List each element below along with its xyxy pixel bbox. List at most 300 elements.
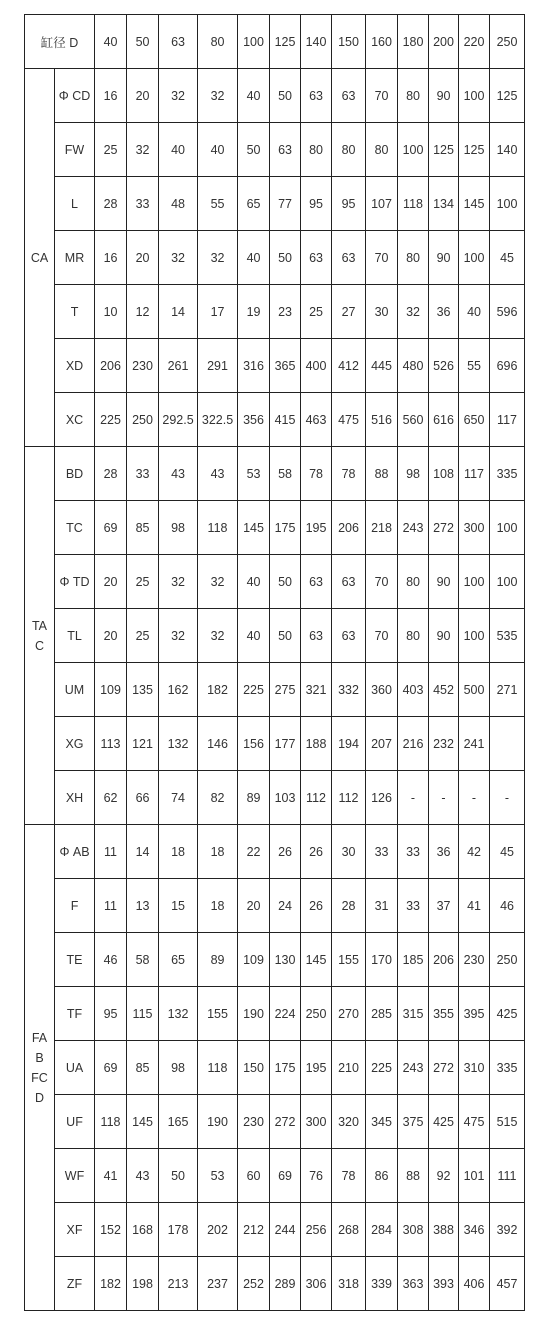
value-cell: 85 bbox=[127, 1041, 159, 1095]
value-cell: 69 bbox=[95, 501, 127, 555]
value-cell: 100 bbox=[398, 123, 429, 177]
value-cell: 85 bbox=[127, 501, 159, 555]
value-cell: 26 bbox=[301, 825, 332, 879]
value-cell: 696 bbox=[490, 339, 525, 393]
table-row bbox=[25, 231, 525, 285]
value-cell: 43 bbox=[127, 1149, 159, 1203]
value-cell: 40 bbox=[238, 231, 270, 285]
value-cell: 145 bbox=[127, 1095, 159, 1149]
value-cell: 190 bbox=[238, 987, 270, 1041]
value-cell: 250 bbox=[127, 393, 159, 447]
value-cell: 100 bbox=[459, 69, 490, 123]
value-cell: 25 bbox=[95, 123, 127, 177]
value-cell: 152 bbox=[95, 1203, 127, 1257]
value-cell: 117 bbox=[459, 447, 490, 501]
value-cell: 32 bbox=[159, 555, 198, 609]
value-cell: 22 bbox=[238, 825, 270, 879]
table-row bbox=[25, 393, 525, 447]
value-cell: 36 bbox=[429, 285, 459, 339]
value-cell: 322.5 bbox=[198, 393, 238, 447]
value-cell: 33 bbox=[398, 825, 429, 879]
value-cell: 300 bbox=[459, 501, 490, 555]
value-cell: 339 bbox=[366, 1257, 398, 1311]
table-row bbox=[25, 987, 525, 1041]
value-cell: 395 bbox=[459, 987, 490, 1041]
value-cell: 58 bbox=[270, 447, 301, 501]
value-cell: 18 bbox=[198, 825, 238, 879]
value-cell: 11 bbox=[95, 879, 127, 933]
row-label-cell: MR bbox=[55, 231, 95, 285]
row-label-cell: Φ TD bbox=[55, 555, 95, 609]
value-cell: 132 bbox=[159, 717, 198, 771]
value-cell: 475 bbox=[332, 393, 366, 447]
value-cell: 50 bbox=[159, 1149, 198, 1203]
value-cell: 475 bbox=[459, 1095, 490, 1149]
value-cell: 224 bbox=[270, 987, 301, 1041]
value-cell: 55 bbox=[198, 177, 238, 231]
value-cell: 63 bbox=[332, 555, 366, 609]
value-cell: 130 bbox=[270, 933, 301, 987]
table-row bbox=[25, 555, 525, 609]
table-row bbox=[25, 339, 525, 393]
value-cell: 125 bbox=[490, 69, 525, 123]
value-cell: 616 bbox=[429, 393, 459, 447]
value-cell: 291 bbox=[198, 339, 238, 393]
value-cell: 100 bbox=[459, 555, 490, 609]
value-cell: 155 bbox=[198, 987, 238, 1041]
value-cell: 363 bbox=[398, 1257, 429, 1311]
value-cell: 60 bbox=[238, 1149, 270, 1203]
value-cell: 650 bbox=[459, 393, 490, 447]
value-cell: 20 bbox=[95, 555, 127, 609]
value-cell: 375 bbox=[398, 1095, 429, 1149]
table-row bbox=[25, 447, 525, 501]
value-cell: 23 bbox=[270, 285, 301, 339]
value-cell: 15 bbox=[159, 879, 198, 933]
value-cell: 268 bbox=[332, 1203, 366, 1257]
value-cell: 360 bbox=[366, 663, 398, 717]
value-cell: 256 bbox=[301, 1203, 332, 1257]
value-cell: 118 bbox=[198, 501, 238, 555]
value-cell: 63 bbox=[301, 231, 332, 285]
value-cell: 452 bbox=[429, 663, 459, 717]
value-cell: 145 bbox=[238, 501, 270, 555]
header-bore-value: 100 bbox=[238, 15, 270, 69]
value-cell: 135 bbox=[127, 663, 159, 717]
value-cell: 393 bbox=[429, 1257, 459, 1311]
value-cell: 100 bbox=[459, 231, 490, 285]
value-cell: 243 bbox=[398, 1041, 429, 1095]
value-cell: 98 bbox=[398, 447, 429, 501]
value-cell: 315 bbox=[398, 987, 429, 1041]
value-cell: 335 bbox=[490, 1041, 525, 1095]
value-cell: 118 bbox=[398, 177, 429, 231]
value-cell: 146 bbox=[198, 717, 238, 771]
row-label-cell: XG bbox=[55, 717, 95, 771]
value-cell: 210 bbox=[332, 1041, 366, 1095]
value-cell: 40 bbox=[238, 69, 270, 123]
table-row bbox=[25, 825, 525, 879]
value-cell: 271 bbox=[490, 663, 525, 717]
table-row bbox=[25, 123, 525, 177]
value-cell: 95 bbox=[301, 177, 332, 231]
value-cell: 134 bbox=[429, 177, 459, 231]
value-cell: 80 bbox=[332, 123, 366, 177]
value-cell: 19 bbox=[238, 285, 270, 339]
value-cell: 213 bbox=[159, 1257, 198, 1311]
value-cell: 36 bbox=[429, 825, 459, 879]
table-row bbox=[25, 771, 525, 825]
value-cell: 11 bbox=[95, 825, 127, 879]
value-cell: 86 bbox=[366, 1149, 398, 1203]
value-cell: 170 bbox=[366, 933, 398, 987]
table-row bbox=[25, 879, 525, 933]
value-cell: 24 bbox=[270, 879, 301, 933]
value-cell: 20 bbox=[127, 231, 159, 285]
value-cell: 212 bbox=[238, 1203, 270, 1257]
value-cell: 125 bbox=[459, 123, 490, 177]
table-row bbox=[25, 501, 525, 555]
value-cell: 33 bbox=[127, 447, 159, 501]
value-cell: 332 bbox=[332, 663, 366, 717]
value-cell: 190 bbox=[198, 1095, 238, 1149]
value-cell: 32 bbox=[159, 69, 198, 123]
value-cell: 345 bbox=[366, 1095, 398, 1149]
value-cell: 202 bbox=[198, 1203, 238, 1257]
value-cell: 101 bbox=[459, 1149, 490, 1203]
row-label-cell: TC bbox=[55, 501, 95, 555]
value-cell: 41 bbox=[95, 1149, 127, 1203]
value-cell: 46 bbox=[95, 933, 127, 987]
value-cell: 107 bbox=[366, 177, 398, 231]
header-bore-value: 140 bbox=[301, 15, 332, 69]
value-cell: 145 bbox=[459, 177, 490, 231]
group-label-cell bbox=[25, 69, 55, 447]
value-cell: 90 bbox=[429, 555, 459, 609]
value-cell: 62 bbox=[95, 771, 127, 825]
value-cell: 88 bbox=[398, 1149, 429, 1203]
value-cell: 321 bbox=[301, 663, 332, 717]
value-cell: 28 bbox=[332, 879, 366, 933]
value-cell: 150 bbox=[238, 1041, 270, 1095]
value-cell: 16 bbox=[95, 69, 127, 123]
row-label-cell: ZF bbox=[55, 1257, 95, 1311]
group-label-line: CA bbox=[30, 250, 49, 265]
value-cell: 40 bbox=[159, 123, 198, 177]
value-cell: 80 bbox=[398, 609, 429, 663]
row-label-cell: TF bbox=[55, 987, 95, 1041]
value-cell: 145 bbox=[301, 933, 332, 987]
value-cell: 155 bbox=[332, 933, 366, 987]
value-cell: 250 bbox=[301, 987, 332, 1041]
value-cell: 218 bbox=[366, 501, 398, 555]
table-row bbox=[25, 177, 525, 231]
header-bore-value: 250 bbox=[490, 15, 525, 69]
row-label-cell: XH bbox=[55, 771, 95, 825]
row-label-cell: Φ AB bbox=[55, 825, 95, 879]
value-cell: - bbox=[429, 771, 459, 825]
value-cell: 95 bbox=[95, 987, 127, 1041]
dimension-table bbox=[24, 14, 525, 1311]
value-cell: 289 bbox=[270, 1257, 301, 1311]
value-cell: 53 bbox=[198, 1149, 238, 1203]
value-cell: 80 bbox=[366, 123, 398, 177]
value-cell: 237 bbox=[198, 1257, 238, 1311]
table-row bbox=[25, 663, 525, 717]
value-cell: 78 bbox=[332, 447, 366, 501]
row-label-cell: F bbox=[55, 879, 95, 933]
value-cell: 445 bbox=[366, 339, 398, 393]
value-cell: 40 bbox=[238, 609, 270, 663]
value-cell: 40 bbox=[198, 123, 238, 177]
value-cell: 32 bbox=[198, 69, 238, 123]
value-cell: 275 bbox=[270, 663, 301, 717]
value-cell: 108 bbox=[429, 447, 459, 501]
value-cell: 69 bbox=[270, 1149, 301, 1203]
table-row bbox=[25, 609, 525, 663]
value-cell: 403 bbox=[398, 663, 429, 717]
value-cell: 69 bbox=[95, 1041, 127, 1095]
group-label-cell bbox=[25, 447, 55, 825]
value-cell: 270 bbox=[332, 987, 366, 1041]
value-cell: 207 bbox=[366, 717, 398, 771]
value-cell: 415 bbox=[270, 393, 301, 447]
header-bore-value: 160 bbox=[366, 15, 398, 69]
value-cell: 516 bbox=[366, 393, 398, 447]
value-cell: 335 bbox=[490, 447, 525, 501]
value-cell: 53 bbox=[238, 447, 270, 501]
table-row bbox=[25, 1257, 525, 1311]
value-cell: 109 bbox=[95, 663, 127, 717]
value-cell: 25 bbox=[127, 555, 159, 609]
value-cell: 98 bbox=[159, 1041, 198, 1095]
value-cell: 175 bbox=[270, 1041, 301, 1095]
group-label-line: FC bbox=[31, 1070, 48, 1085]
value-cell: 182 bbox=[95, 1257, 127, 1311]
value-cell: 78 bbox=[301, 447, 332, 501]
header-bore-value: 200 bbox=[429, 15, 459, 69]
value-cell: 112 bbox=[332, 771, 366, 825]
group-label-line: TA bbox=[31, 618, 48, 633]
header-bore-value: 63 bbox=[159, 15, 198, 69]
value-cell: 285 bbox=[366, 987, 398, 1041]
value-cell: 175 bbox=[270, 501, 301, 555]
value-cell: 560 bbox=[398, 393, 429, 447]
value-cell: 252 bbox=[238, 1257, 270, 1311]
value-cell: 140 bbox=[490, 123, 525, 177]
value-cell: 40 bbox=[459, 285, 490, 339]
row-label-cell: XC bbox=[55, 393, 95, 447]
value-cell: 95 bbox=[332, 177, 366, 231]
value-cell: 306 bbox=[301, 1257, 332, 1311]
row-label-cell: BD bbox=[55, 447, 95, 501]
value-cell: 63 bbox=[332, 609, 366, 663]
value-cell: 58 bbox=[127, 933, 159, 987]
row-label-cell: TL bbox=[55, 609, 95, 663]
value-cell: 70 bbox=[366, 609, 398, 663]
value-cell: 406 bbox=[459, 1257, 490, 1311]
table-row bbox=[25, 1203, 525, 1257]
value-cell: 74 bbox=[159, 771, 198, 825]
value-cell: 250 bbox=[490, 933, 525, 987]
group-label-line: FA bbox=[31, 1030, 48, 1045]
value-cell: 32 bbox=[159, 231, 198, 285]
value-cell: 118 bbox=[95, 1095, 127, 1149]
value-cell: 118 bbox=[198, 1041, 238, 1095]
value-cell: 10 bbox=[95, 285, 127, 339]
value-cell: 37 bbox=[429, 879, 459, 933]
group-label-line: D bbox=[34, 1090, 45, 1105]
row-label-cell: T bbox=[55, 285, 95, 339]
row-label-cell: UM bbox=[55, 663, 95, 717]
row-label-cell: L bbox=[55, 177, 95, 231]
value-cell: 70 bbox=[366, 231, 398, 285]
value-cell: 156 bbox=[238, 717, 270, 771]
value-cell: 80 bbox=[301, 123, 332, 177]
header-bore-value: 40 bbox=[95, 15, 127, 69]
value-cell: 463 bbox=[301, 393, 332, 447]
value-cell: 50 bbox=[270, 555, 301, 609]
value-cell: 109 bbox=[238, 933, 270, 987]
value-cell: 425 bbox=[490, 987, 525, 1041]
value-cell: 230 bbox=[127, 339, 159, 393]
table-row bbox=[25, 69, 525, 123]
value-cell: 32 bbox=[198, 555, 238, 609]
value-cell: 126 bbox=[366, 771, 398, 825]
value-cell: 32 bbox=[398, 285, 429, 339]
value-cell: 32 bbox=[198, 231, 238, 285]
value-cell: 16 bbox=[95, 231, 127, 285]
value-cell: 30 bbox=[332, 825, 366, 879]
row-label-cell: UA bbox=[55, 1041, 95, 1095]
value-cell: 216 bbox=[398, 717, 429, 771]
value-cell: 43 bbox=[198, 447, 238, 501]
value-cell: 185 bbox=[398, 933, 429, 987]
value-cell: 177 bbox=[270, 717, 301, 771]
value-cell: 392 bbox=[490, 1203, 525, 1257]
value-cell: 17 bbox=[198, 285, 238, 339]
value-cell: 100 bbox=[490, 177, 525, 231]
value-cell: 48 bbox=[159, 177, 198, 231]
value-cell: 80 bbox=[398, 555, 429, 609]
table-row bbox=[25, 1149, 525, 1203]
value-cell: 356 bbox=[238, 393, 270, 447]
value-cell: 168 bbox=[127, 1203, 159, 1257]
value-cell: 40 bbox=[238, 555, 270, 609]
value-cell: 63 bbox=[301, 609, 332, 663]
header-bore-value: 80 bbox=[198, 15, 238, 69]
table-row bbox=[25, 717, 525, 771]
value-cell: 195 bbox=[301, 1041, 332, 1095]
value-cell: 50 bbox=[270, 69, 301, 123]
value-cell: 33 bbox=[127, 177, 159, 231]
value-cell: 113 bbox=[95, 717, 127, 771]
value-cell: 412 bbox=[332, 339, 366, 393]
value-cell: 70 bbox=[366, 69, 398, 123]
value-cell: 20 bbox=[95, 609, 127, 663]
value-cell: 320 bbox=[332, 1095, 366, 1149]
value-cell: 80 bbox=[398, 231, 429, 285]
value-cell: 316 bbox=[238, 339, 270, 393]
value-cell: 25 bbox=[127, 609, 159, 663]
value-cell: 33 bbox=[366, 825, 398, 879]
value-cell: 28 bbox=[95, 447, 127, 501]
value-cell: 272 bbox=[270, 1095, 301, 1149]
table-row bbox=[25, 1095, 525, 1149]
value-cell: 89 bbox=[198, 933, 238, 987]
value-cell: 535 bbox=[490, 609, 525, 663]
value-cell: 300 bbox=[301, 1095, 332, 1149]
value-cell: 125 bbox=[429, 123, 459, 177]
value-cell: 292.5 bbox=[159, 393, 198, 447]
value-cell: 195 bbox=[301, 501, 332, 555]
value-cell: 272 bbox=[429, 501, 459, 555]
value-cell: 63 bbox=[301, 555, 332, 609]
value-cell: 45 bbox=[490, 231, 525, 285]
value-cell: 89 bbox=[238, 771, 270, 825]
value-cell: 425 bbox=[429, 1095, 459, 1149]
value-cell: 182 bbox=[198, 663, 238, 717]
value-cell: - bbox=[398, 771, 429, 825]
value-cell: 28 bbox=[95, 177, 127, 231]
row-label-cell: UF bbox=[55, 1095, 95, 1149]
value-cell: 50 bbox=[270, 609, 301, 663]
value-cell: 272 bbox=[429, 1041, 459, 1095]
value-cell: 63 bbox=[301, 69, 332, 123]
row-label-cell: XF bbox=[55, 1203, 95, 1257]
value-cell: 388 bbox=[429, 1203, 459, 1257]
value-cell: 82 bbox=[198, 771, 238, 825]
value-cell bbox=[490, 717, 525, 771]
value-cell: 65 bbox=[159, 933, 198, 987]
value-cell: 115 bbox=[127, 987, 159, 1041]
value-cell: 90 bbox=[429, 231, 459, 285]
value-cell: 20 bbox=[127, 69, 159, 123]
value-cell: 194 bbox=[332, 717, 366, 771]
value-cell: 206 bbox=[429, 933, 459, 987]
value-cell: 225 bbox=[95, 393, 127, 447]
value-cell: 14 bbox=[127, 825, 159, 879]
value-cell: 480 bbox=[398, 339, 429, 393]
value-cell: 31 bbox=[366, 879, 398, 933]
value-cell: 400 bbox=[301, 339, 332, 393]
value-cell: 515 bbox=[490, 1095, 525, 1149]
row-label-cell: Φ CD bbox=[55, 69, 95, 123]
value-cell: 132 bbox=[159, 987, 198, 1041]
value-cell: 121 bbox=[127, 717, 159, 771]
value-cell: 243 bbox=[398, 501, 429, 555]
value-cell: 78 bbox=[332, 1149, 366, 1203]
group-label-line: B bbox=[35, 1050, 44, 1065]
value-cell: 457 bbox=[490, 1257, 525, 1311]
value-cell: 261 bbox=[159, 339, 198, 393]
value-cell: 526 bbox=[429, 339, 459, 393]
value-cell: 230 bbox=[459, 933, 490, 987]
value-cell: 50 bbox=[238, 123, 270, 177]
value-cell: 32 bbox=[127, 123, 159, 177]
value-cell: 103 bbox=[270, 771, 301, 825]
row-label-cell: XD bbox=[55, 339, 95, 393]
value-cell: 225 bbox=[366, 1041, 398, 1095]
value-cell: 162 bbox=[159, 663, 198, 717]
value-cell: 112 bbox=[301, 771, 332, 825]
value-cell: 500 bbox=[459, 663, 490, 717]
value-cell: 206 bbox=[332, 501, 366, 555]
value-cell: 92 bbox=[429, 1149, 459, 1203]
value-cell: 26 bbox=[301, 879, 332, 933]
value-cell: 90 bbox=[429, 609, 459, 663]
value-cell: 88 bbox=[366, 447, 398, 501]
